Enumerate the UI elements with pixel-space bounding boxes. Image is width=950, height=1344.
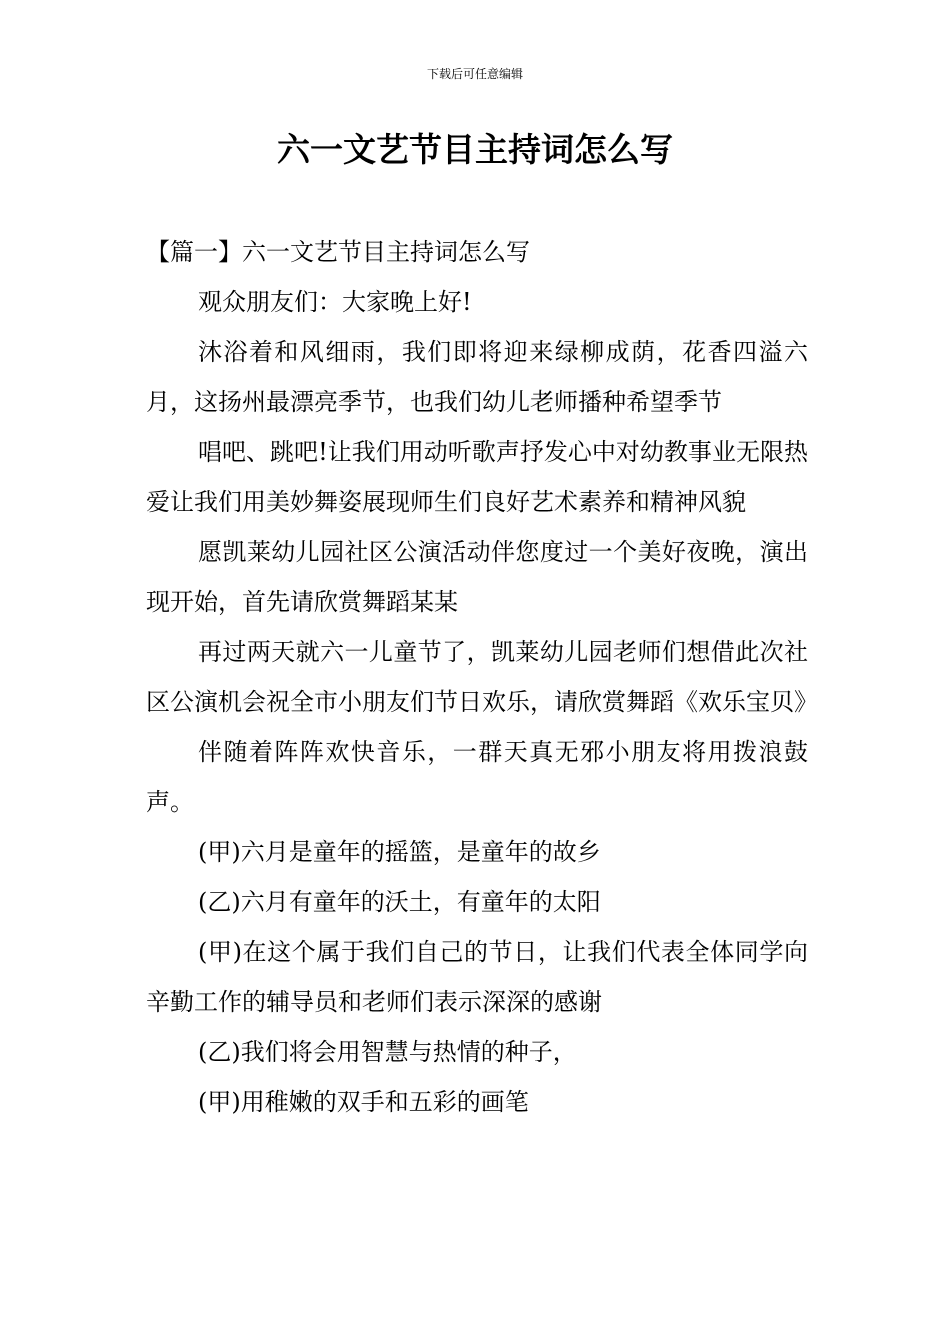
paragraph: (乙)我们将会用智慧与热情的种子， [198, 1038, 577, 1066]
paragraph: (乙)六月有童年的沃土，有童年的太阳 [198, 888, 601, 916]
header-note: 下载后可任意编辑 [426, 67, 523, 81]
paragraph: 沐浴着和风细雨，我们即将迎来绿柳成荫，花香四溢六月，这扬州最漂亮季节，也我们幼儿老师播种希望季节 [146, 338, 808, 416]
paragraph: (甲)在这个属于我们自己的节日，让我们代表全体同学向辛勤工作的辅导员和老师们表示深深的感谢 [146, 938, 808, 1016]
document-title: 六一文艺节目主持词怎么写 [277, 130, 673, 169]
paragraph: 唱吧、跳吧!让我们用动听歌声抒发心中对幼教事业无限热爱让我们用美妙舞姿展现师生们良好艺术素养和精神风貌 [146, 438, 808, 516]
document-body [146, 227, 818, 1127]
paragraph: (甲)用稚嫩的双手和五彩的画笔 [198, 1088, 529, 1116]
paragraph: 观众朋友们：大家晚上好! [198, 288, 472, 316]
section-heading: 【篇一】六一文艺节目主持词怎么写 [146, 238, 530, 266]
paragraph: (甲)六月是童年的摇篮，是童年的故乡 [198, 838, 601, 866]
paragraph: 伴随着阵阵欢快音乐，一群天真无邪小朋友将用拨浪鼓声。 [146, 738, 808, 816]
paragraph: 愿凯莱幼儿园社区公演活动伴您度过一个美好夜晚，演出现开始，首先请欣赏舞蹈某某 [146, 538, 808, 616]
paragraph: 再过两天就六一儿童节了，凯莱幼儿园老师们想借此次社区公演机会祝全市小朋友们节日欢乐，请欣赏舞蹈《欢乐宝贝》 [146, 638, 818, 716]
